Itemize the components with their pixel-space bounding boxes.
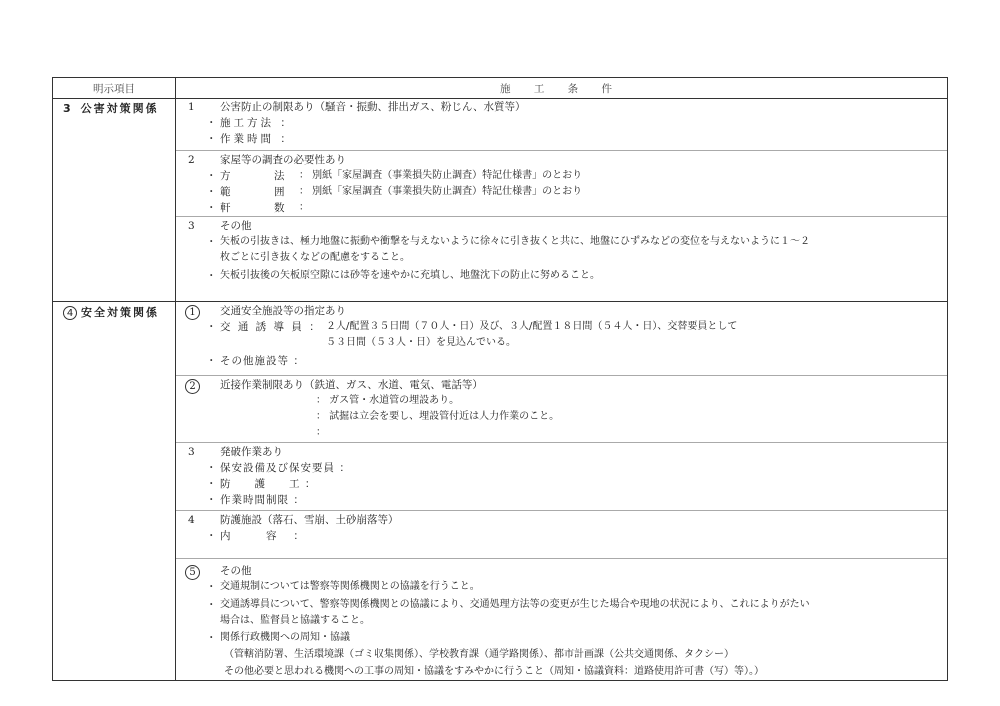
other-facility-label: その他施設等 ： xyxy=(220,355,305,367)
sub-number: 3 xyxy=(188,220,195,232)
note-text: その他必要と思われる機関への工事の周知・協議をすみやかに行うこと（周知・協議資料：道路使用許可書（写）等）。） xyxy=(224,666,764,677)
proximity-value: ： ガス管・水道管の埋設あり。 xyxy=(316,395,460,406)
subsection-proximity xyxy=(176,375,947,442)
section-number: 3 xyxy=(63,102,73,115)
sub-number: 1 xyxy=(185,305,200,320)
note-text: 矢板の引抜きは、極力地盤に振動や衝撃を与えないように徐々に引き抜くと共に、地盤にひずみなどの変位を与えないように１～２ xyxy=(220,236,810,247)
note-text: 枚ごとに引き抜くなどの配慮をすること。 xyxy=(220,252,410,263)
sub-heading: その他 xyxy=(220,220,252,232)
range-value: ： 別紙「家屋調査（事業損失防止調査）特記仕様書」のとおり xyxy=(299,186,583,197)
subsection-other-safety xyxy=(176,558,947,683)
proximity-value: ： xyxy=(316,427,326,438)
sub-number: 5 xyxy=(185,565,200,580)
sub-number: 4 xyxy=(188,514,195,526)
note-text: 交通規制については警察等関係機関との協議を行うこと。 xyxy=(220,581,480,592)
section-title xyxy=(63,100,159,116)
protection-label: 防 護 工 ： xyxy=(220,478,317,490)
sub-heading: 交通安全施設等の指定あり xyxy=(220,305,346,317)
method-label: 施工方法 ： xyxy=(220,117,294,129)
range-label: 範 囲 xyxy=(220,186,288,198)
condition-table xyxy=(52,77,948,681)
section-safety xyxy=(53,301,947,682)
count-label: 軒 数 xyxy=(220,202,288,214)
content-label: 内 容 ： xyxy=(220,530,305,542)
note-text: 関係行政機関への周知・協議 xyxy=(220,632,350,643)
time-limit-label: 作業時間制限 ： xyxy=(220,494,305,506)
subsection-other xyxy=(176,216,947,301)
method-value: ： 別紙「家屋調査（事業損失防止調査）特記仕様書」のとおり xyxy=(299,170,583,181)
sub-number: 3 xyxy=(188,446,195,458)
note-text: 矢板引抜後の矢板原空隙には砂等を速やかに充填し、地盤沈下の防止に努めること。 xyxy=(220,270,600,281)
subsection-protection xyxy=(176,510,947,558)
sub-heading: 家屋等の調査の必要性あり xyxy=(220,154,346,166)
sub-heading: 発破作業あり xyxy=(220,446,283,458)
proximity-value: ： 試掘は立会を要し、埋設管付近は人力作業のこと。 xyxy=(316,411,560,422)
sub-number: 2 xyxy=(188,154,195,166)
note-text: （管轄消防署、生活環境課（ゴミ収集関係）、学校教育課（通学路関係）、都市計画課（公共交通関係、タクシー） xyxy=(224,649,734,660)
sub-number: 1 xyxy=(188,101,195,113)
table-header xyxy=(53,78,947,99)
guard-value: ５３日間（５３人・日）を見込んでいる。 xyxy=(326,337,516,348)
section-title xyxy=(63,304,159,320)
hours-label: 作業時間 ： xyxy=(220,133,294,145)
sub-heading: その他 xyxy=(220,565,252,577)
subsection-house-survey xyxy=(176,150,947,216)
header-item-column: 明示項目 xyxy=(93,83,135,95)
sub-heading: 公害防止の制限あり（騒音・振動、排出ガス、粉じん、水質等） xyxy=(220,101,526,113)
section-title-text: 公害対策関係 xyxy=(80,102,159,115)
sub-heading: 近接作業制限あり（鉄道、ガス、水道、電気、電話等） xyxy=(220,379,483,391)
note-text: 交通誘導員について、警察等関係機関との協議により、交通処理方法等の変更が生じた場合や現地の状況により、これによりがたい xyxy=(220,599,810,610)
note-text: 場合は、監督員と協議すること。 xyxy=(220,615,370,626)
subsection-blasting xyxy=(176,442,947,510)
subsection-pollution-limit xyxy=(176,98,947,150)
section-number: 4 xyxy=(63,306,77,320)
sub-number: 2 xyxy=(185,379,200,394)
section-title-text: 安全対策関係 xyxy=(81,306,159,319)
method-label: 方 法 xyxy=(220,170,288,182)
section-pollution xyxy=(53,98,947,301)
sub-heading: 防護施設（落石、雪崩、土砂崩落等） xyxy=(220,514,399,526)
safety-staff-label: 保安設備及び保安要員 ： xyxy=(220,462,351,474)
subsection-traffic-safety xyxy=(176,302,947,375)
guard-label: 交 通 誘 導 員 ： xyxy=(220,321,322,333)
guard-value: ２人/配置３５日間（７０人・日）及び、３人/配置１８日間（５４人・日）、交替要員として xyxy=(326,321,738,332)
count-value: ： xyxy=(299,202,309,213)
header-condition-column: 施 工 条 件 xyxy=(499,83,622,95)
